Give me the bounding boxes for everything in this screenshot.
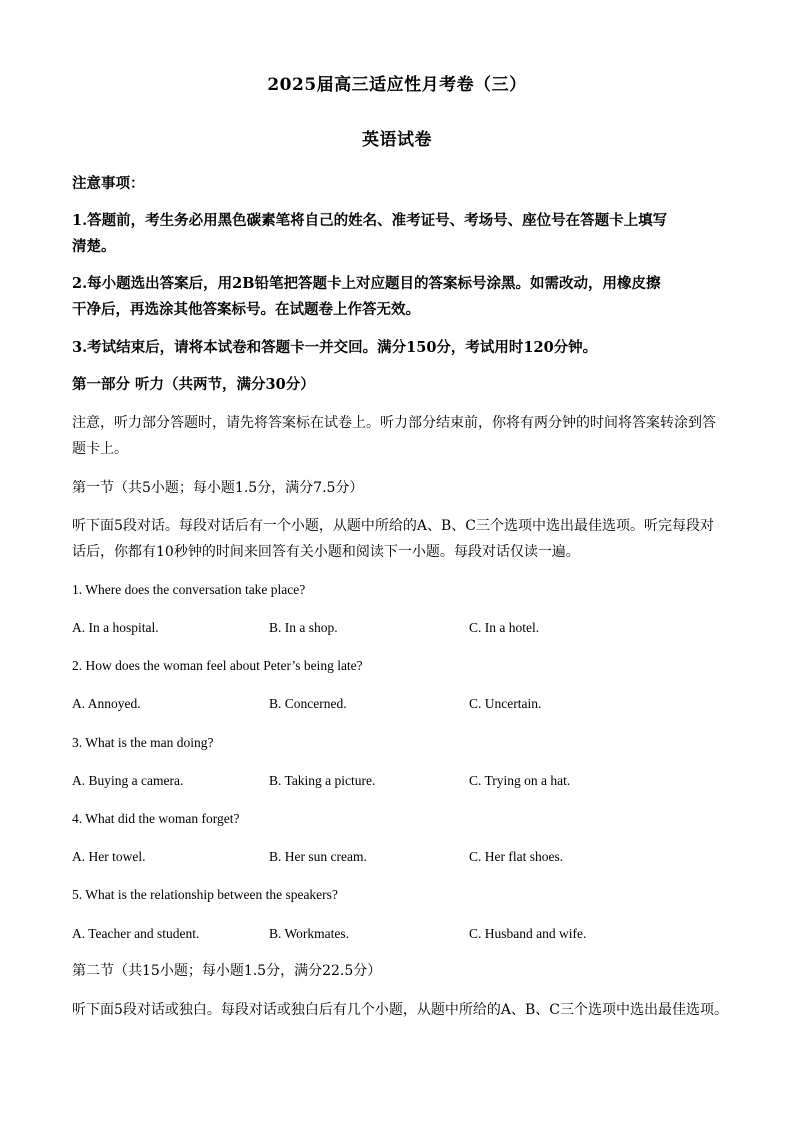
question-5-option-b: B. Workmates. — [269, 926, 350, 941]
question-4-options — [72, 847, 724, 867]
question-4-option-b: B. Her sun cream. — [269, 849, 367, 864]
notice-item-2-line-1: 2.每小题选出答案后，用2B铅笔把答题卡上对应题目的答案标号涂黑。如需改动，用橡皮擦 — [72, 275, 661, 292]
notice-item-2-line-2: 干净后，再选涂其他答案标号。在试题卷上作答无效。 — [72, 301, 420, 318]
part1-instruction-line-1: 注意，听力部分答题时，请先将答案标在试卷上。听力部分结束前，你将有两分钟的时间将答案转涂到答 — [72, 415, 716, 431]
question-1-option-a: A. In a hospital. — [72, 620, 159, 635]
question-4-stem: 4. What did the woman forget? — [72, 811, 240, 826]
exam-subtitle: 英语试卷 — [362, 130, 432, 150]
question-5-stem: 5. What is the relationship between the speakers? — [72, 887, 338, 902]
part1-instruction-line-2: 题卡上。 — [72, 441, 128, 457]
question-3-options — [72, 771, 724, 791]
question-2-stem: 2. How does the woman feel about Peter’s being late? — [72, 658, 363, 673]
question-2-options — [72, 694, 724, 714]
question-3-option-c: C. Trying on a hat. — [469, 773, 571, 788]
question-5-options — [72, 924, 724, 944]
notice-item-3: 3.考试结束后，请将本试卷和答题卡一并交回。满分150分，考试用时120分钟。 — [72, 339, 598, 356]
question-1-options — [72, 618, 724, 638]
question-3-option-b: B. Taking a picture. — [269, 773, 376, 788]
exam-title: 2025届高三适应性月考卷（三） — [267, 75, 527, 95]
question-2-option-c: C. Uncertain. — [469, 696, 542, 711]
question-4-option-c: C. Her flat shoes. — [469, 849, 564, 864]
question-3-stem: 3. What is the man doing? — [72, 735, 214, 750]
notice-item-1-line-2: 清楚。 — [72, 238, 116, 255]
notice-heading: 注意事项： — [72, 175, 145, 192]
question-4-option-a: A. Her towel. — [72, 849, 146, 864]
section2-heading: 第二节（共15小题；每小题1.5分，满分22.5分） — [72, 963, 382, 979]
question-3-option-a: A. Buying a camera. — [72, 773, 184, 788]
question-5-option-a: A. Teacher and student. — [72, 926, 200, 941]
section1-heading: 第一节（共5小题；每小题1.5分，满分7.5分） — [72, 480, 364, 496]
question-5-option-c: C. Husband and wife. — [469, 926, 587, 941]
question-2-option-a: A. Annoyed. — [72, 696, 141, 711]
section1-instruction-line-1: 听下面5段对话。每段对话后有一个小题，从题中所给的A、B、C三个选项中选出最佳选项。听完每段对 — [72, 518, 715, 534]
question-2-option-b: B. Concerned. — [269, 696, 347, 711]
section1-instruction-line-2: 话后，你都有10秒钟的时间来回答有关小题和阅读下一小题。每段对话仅读一遍。 — [72, 544, 580, 560]
part1-heading: 第一部分 听力（共两节，满分30分） — [72, 376, 315, 393]
section2-instruction-line-1: 听下面5段对话或独白。每段对话或独白后有几个小题，从题中所给的A、B、C三个选项中选出最佳选项。 — [72, 1002, 729, 1018]
notice-item-1-line-1: 1.答题前，考生务必用黑色碳素笔将自己的姓名、准考证号、考场号、座位号在答题卡上填写 — [72, 212, 668, 229]
question-1-stem: 1. Where does the conversation take place? — [72, 582, 306, 597]
question-1-option-b: B. In a shop. — [269, 620, 338, 635]
question-1-option-c: C. In a hotel. — [469, 620, 540, 635]
